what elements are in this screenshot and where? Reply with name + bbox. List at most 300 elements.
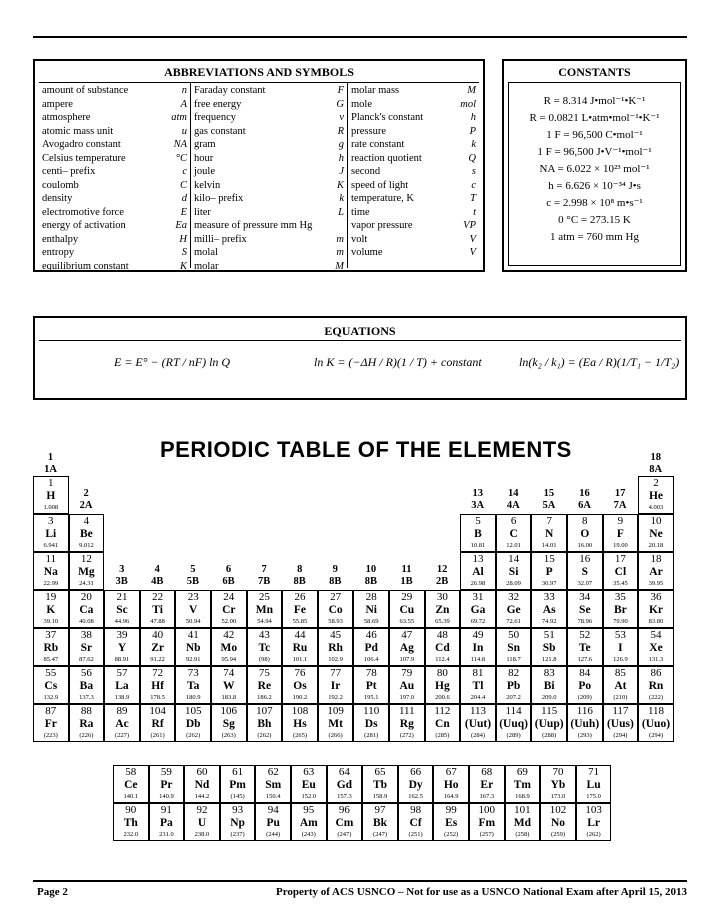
atomic-mass: 32.07	[577, 579, 593, 587]
element-cell	[247, 666, 283, 704]
element-cell	[540, 803, 576, 841]
element-symbol: Ar	[649, 566, 663, 578]
atomic-number: 6	[510, 515, 517, 527]
atomic-number: 87	[45, 705, 57, 717]
abbreviation-row	[194, 84, 344, 98]
element-symbol: Cr	[222, 604, 236, 616]
abbreviation-term: amount of substance	[42, 85, 129, 96]
atomic-number: 55	[45, 667, 57, 679]
abbreviation-row	[351, 206, 476, 220]
atomic-number: 46	[365, 629, 377, 641]
abbreviation-row	[42, 206, 187, 220]
atomic-number: 62	[267, 766, 279, 778]
element-symbol: Cm	[335, 817, 354, 829]
atomic-mass: (288)	[542, 731, 557, 739]
atomic-mass: 91.22	[150, 655, 165, 663]
element-cell	[69, 628, 105, 666]
atomic-number: 81	[472, 667, 484, 679]
element-symbol: Ca	[79, 604, 94, 616]
element-cell	[496, 552, 532, 590]
element-cell	[425, 628, 461, 666]
abbreviation-row	[351, 246, 476, 260]
element-cell	[567, 628, 603, 666]
abbreviation-row	[42, 219, 187, 233]
top-rule	[33, 36, 687, 38]
abbreviation-term: Avogadro constant	[42, 139, 121, 150]
atomic-mass: 175.0	[586, 792, 601, 800]
abbreviation-symbol: A	[180, 98, 187, 110]
atomic-number: 110	[363, 705, 380, 717]
atomic-mass: (210)	[613, 693, 628, 701]
element-cell	[149, 765, 185, 803]
element-symbol: Po	[578, 680, 592, 692]
element-symbol: U	[197, 817, 207, 829]
element-cell	[576, 803, 612, 841]
atomic-mass: 192.2	[328, 693, 343, 701]
atomic-number: 105	[184, 705, 202, 717]
atomic-mass: 74.92	[541, 617, 557, 625]
atomic-number: 58	[125, 766, 137, 778]
abbreviation-symbol: Ea	[175, 220, 187, 231]
abbreviations-col-2	[190, 83, 347, 272]
atomic-number: 24	[223, 591, 235, 603]
atomic-mass: 20.18	[648, 541, 664, 549]
atomic-number: 37	[45, 629, 57, 641]
abbreviation-row	[351, 233, 476, 247]
abbreviation-term: rate constant	[351, 139, 405, 150]
atomic-mass: (261)	[150, 731, 165, 739]
atomic-number: 28	[365, 591, 377, 603]
atomic-number: 115	[541, 705, 558, 717]
abbreviation-symbol: M	[335, 260, 344, 272]
atomic-mass: 79.90	[613, 617, 628, 625]
element-cell	[460, 590, 496, 628]
group-header: 16 6A	[578, 488, 591, 511]
element-symbol: Cl	[614, 566, 627, 578]
abbreviation-term: energy of activation	[42, 220, 126, 231]
element-cell	[460, 704, 496, 742]
atomic-number: 112	[434, 705, 451, 717]
abbreviation-term: Planck's constant	[351, 112, 424, 123]
abbreviation-symbol: E	[180, 206, 187, 218]
atomic-number: 88	[80, 705, 92, 717]
abbreviation-symbol: K	[336, 179, 344, 191]
atomic-mass: 101.1	[292, 655, 308, 663]
element-symbol: Cu	[399, 604, 415, 616]
atomic-number: 45	[330, 629, 342, 641]
atomic-mass: 186.2	[257, 693, 272, 701]
element-cell	[140, 666, 176, 704]
atomic-mass: 14.01	[541, 541, 557, 549]
element-symbol: Pd	[364, 642, 378, 654]
element-cell	[567, 666, 603, 704]
element-cell	[140, 590, 176, 628]
atomic-number: 77	[330, 667, 342, 679]
abbreviation-row	[194, 111, 344, 125]
abbreviation-row	[351, 165, 476, 179]
atomic-number: 99	[445, 804, 457, 816]
group-header: 15 5A	[542, 488, 556, 511]
atomic-number: 10	[650, 515, 662, 527]
abbreviation-term: temperature, K	[351, 193, 414, 204]
abbreviation-symbol: VP	[463, 220, 476, 231]
element-symbol: Th	[123, 817, 138, 829]
atomic-number: 43	[258, 629, 270, 641]
atomic-number: 15	[543, 553, 555, 565]
atomic-mass: 190.2	[292, 693, 308, 701]
element-cell	[353, 666, 389, 704]
element-cell	[353, 590, 389, 628]
constant-item: R = 8.314 J•mol⁻¹•K⁻¹	[543, 95, 646, 107]
abbreviation-term: frequency	[194, 112, 236, 123]
atomic-number: 1	[48, 477, 54, 489]
abbreviation-row	[42, 233, 187, 247]
element-cell	[69, 552, 105, 590]
atomic-number: 19	[45, 591, 57, 603]
element-cell	[425, 704, 461, 742]
element-symbol: Sc	[116, 604, 128, 616]
atomic-number: 96	[338, 804, 350, 816]
element-symbol: Lr	[587, 817, 600, 829]
abbreviation-term: atmosphere	[42, 112, 91, 123]
atomic-mass: 152.0	[301, 792, 317, 800]
atomic-number: 101	[514, 804, 531, 816]
element-cell	[460, 628, 496, 666]
element-cell	[638, 704, 674, 742]
element-symbol: F	[616, 528, 624, 540]
abbreviation-term: vapor pressure	[351, 220, 413, 231]
atomic-mass: (237)	[230, 830, 245, 838]
abbreviation-symbol: V	[469, 247, 476, 258]
abbreviation-row	[42, 165, 187, 179]
element-cell	[505, 803, 541, 841]
abbreviations-col-1	[39, 83, 190, 272]
abbreviations-col-3	[347, 83, 479, 268]
abbreviation-symbol: n	[181, 85, 187, 96]
element-cell	[362, 765, 398, 803]
atomic-number: 72	[152, 667, 164, 679]
atomic-number: 52	[579, 629, 591, 641]
element-symbol: No	[550, 817, 566, 829]
abbreviation-symbol	[340, 219, 344, 233]
element-cell	[291, 803, 327, 841]
atomic-number: 26	[294, 591, 306, 603]
element-symbol: Ir	[330, 680, 341, 692]
abbreviation-term: kilo– prefix	[194, 193, 244, 204]
equations-area	[39, 340, 681, 394]
abbreviation-row	[42, 125, 187, 139]
element-symbol: Ra	[79, 718, 94, 730]
element-symbol: Cn	[435, 718, 450, 730]
atomic-mass: (209)	[577, 693, 592, 701]
element-cell	[140, 628, 176, 666]
abbreviations-box	[33, 59, 485, 272]
atomic-number: 90	[125, 804, 137, 816]
atomic-mass: (247)	[337, 830, 352, 838]
element-cell	[33, 628, 69, 666]
atomic-number: 78	[365, 667, 377, 679]
atomic-number: 14	[508, 553, 520, 565]
element-symbol: As	[542, 604, 556, 616]
atomic-mass: 63.55	[399, 617, 415, 625]
atomic-mass: 85.47	[43, 655, 59, 663]
atomic-mass: 50.94	[185, 617, 201, 625]
element-cell	[567, 590, 603, 628]
group-header: 2 2A	[79, 488, 93, 511]
element-cell	[247, 628, 283, 666]
atomic-number: 95	[303, 804, 315, 816]
atomic-number: 73	[187, 667, 199, 679]
element-cell	[282, 704, 318, 742]
element-symbol: N	[545, 528, 554, 540]
atomic-number: 23	[187, 591, 199, 603]
atomic-mass: (257)	[479, 830, 494, 838]
abbreviation-term: centi– prefix	[42, 166, 96, 177]
atomic-number: 74	[223, 667, 235, 679]
abbreviation-row	[194, 206, 344, 220]
abbreviation-symbol: c	[182, 166, 187, 177]
abbreviation-term: density	[42, 193, 73, 204]
element-symbol: Pr	[160, 779, 173, 791]
element-symbol: Al	[472, 566, 484, 578]
atomic-number: 20	[80, 591, 92, 603]
atomic-mass: 107.9	[399, 655, 415, 663]
element-cell	[104, 704, 140, 742]
element-symbol: Ds	[364, 718, 378, 730]
abbreviation-term: mole	[351, 98, 372, 110]
element-symbol: Cf	[409, 817, 422, 829]
abbreviation-symbol: m	[336, 247, 344, 258]
atomic-number: 104	[149, 705, 166, 717]
atomic-number: 38	[80, 629, 92, 641]
page-number: Page 2	[37, 886, 68, 898]
element-cell	[460, 552, 496, 590]
atomic-mass: 140.9	[159, 792, 174, 800]
abbreviation-term: joule	[194, 166, 215, 177]
element-symbol: Ni	[365, 604, 377, 616]
atomic-number: 33	[543, 591, 555, 603]
element-symbol: Mo	[220, 642, 238, 654]
constant-item: h = 6.626 × 10⁻³⁴ J•s	[548, 180, 641, 192]
element-symbol: At	[614, 680, 627, 692]
atomic-mass: (289)	[506, 731, 521, 739]
atomic-number: 7	[546, 515, 552, 527]
element-cell	[425, 666, 461, 704]
element-symbol: Fr	[44, 718, 57, 730]
atomic-mass: 118.7	[506, 655, 521, 663]
atomic-number: 61	[232, 766, 244, 778]
atomic-mass: 150.4	[265, 792, 281, 800]
arrhenius-equation: ln(k₂ / k₁) = (Ea / R)(1/T₁ − 1/T₂)	[519, 355, 680, 369]
atomic-mass: (226)	[79, 731, 94, 739]
element-symbol: Kr	[648, 604, 664, 616]
element-symbol: Ne	[649, 528, 663, 540]
element-symbol: V	[189, 604, 198, 616]
element-cell	[398, 803, 434, 841]
element-symbol: In	[472, 642, 484, 654]
element-symbol: Sb	[542, 642, 556, 654]
abbreviation-term: enthalpy	[42, 233, 79, 245]
atomic-number: 68	[481, 766, 493, 778]
atomic-mass: 131.3	[648, 655, 664, 663]
atomic-number: 9	[617, 515, 624, 527]
atomic-number: 108	[291, 705, 309, 717]
element-cell	[353, 628, 389, 666]
abbreviation-term: free energy	[194, 98, 242, 110]
atomic-mass: (294)	[648, 731, 664, 739]
atomic-number: 80	[436, 667, 448, 679]
abbreviation-term: speed of light	[351, 179, 409, 191]
element-cell	[353, 704, 389, 742]
element-symbol: Mn	[255, 604, 274, 616]
atomic-mass: 121.8	[541, 655, 557, 663]
atomic-number: 51	[543, 629, 555, 641]
atomic-number: 94	[267, 804, 279, 816]
abbreviation-term: Celsius temperature	[42, 152, 126, 164]
element-cell	[282, 590, 318, 628]
atomic-number: 89	[116, 705, 128, 717]
constant-item: c = 2.998 × 10⁸ m•s⁻¹	[546, 197, 643, 209]
atomic-mass: (227)	[114, 731, 130, 739]
abbreviation-row	[194, 246, 344, 260]
atomic-mass: (98)	[258, 655, 270, 663]
atomic-mass: 173.0	[550, 792, 566, 800]
abbreviation-term: coulomb	[42, 179, 79, 191]
element-cell	[175, 704, 211, 742]
atomic-mass: 72.61	[506, 617, 521, 625]
element-symbol: Bi	[543, 680, 555, 692]
abbreviation-term: measure of pressure mm Hg	[194, 220, 313, 231]
atomic-number: 70	[552, 766, 564, 778]
footer-notice: Property of ACS USNCO – Not for use as a USNCO National Exam after April 15, 2013	[276, 886, 687, 898]
abbreviation-row	[351, 111, 476, 125]
abbreviations-columns	[39, 82, 479, 272]
atomic-number: 66	[410, 766, 422, 778]
abbreviation-symbol: K	[179, 260, 187, 272]
element-symbol: Bk	[372, 817, 388, 829]
atomic-number: 85	[614, 667, 626, 679]
abbreviation-symbol: Q	[468, 152, 476, 164]
atomic-number: 40	[152, 629, 164, 641]
abbreviation-row	[194, 152, 344, 166]
element-symbol: Zr	[151, 642, 164, 654]
element-cell	[460, 666, 496, 704]
element-cell	[603, 628, 639, 666]
group-header: 17 7A	[613, 488, 627, 511]
atomic-number: 8	[582, 515, 588, 527]
atomic-number: 54	[650, 629, 662, 641]
element-cell	[425, 590, 461, 628]
atomic-number: 117	[612, 705, 629, 717]
element-symbol: Ga	[470, 604, 486, 616]
atomic-mass: 167.3	[479, 792, 495, 800]
abbreviation-row	[194, 192, 344, 206]
element-cell	[531, 628, 567, 666]
atomic-number: 59	[160, 766, 172, 778]
element-cell	[460, 514, 496, 552]
element-symbol: Fm	[478, 817, 496, 829]
element-symbol: Y	[117, 642, 127, 654]
abbreviation-row	[194, 179, 344, 193]
element-cell	[291, 765, 327, 803]
atomic-mass: (258)	[515, 830, 530, 838]
element-symbol: C	[509, 528, 518, 540]
abbreviation-row	[42, 152, 187, 166]
atomic-mass: 19.00	[613, 541, 628, 549]
element-cell	[505, 765, 541, 803]
element-cell	[69, 590, 105, 628]
element-symbol: K	[46, 604, 56, 616]
atomic-number: 97	[374, 804, 386, 816]
abbreviation-symbol: G	[336, 98, 344, 110]
element-symbol: Sm	[265, 779, 282, 791]
abbreviation-row	[351, 138, 476, 152]
constants-list	[508, 82, 681, 266]
atomic-mass: 83.80	[648, 617, 664, 625]
element-cell	[69, 514, 105, 552]
element-cell	[540, 765, 576, 803]
element-symbol: Db	[185, 718, 201, 730]
abbreviation-term: kelvin	[194, 179, 221, 191]
atomic-mass: 158.9	[372, 792, 388, 800]
element-cell	[603, 590, 639, 628]
atomic-number: 17	[614, 553, 626, 565]
atomic-mass: 207.2	[506, 693, 521, 701]
group-header: 18 8A	[649, 452, 663, 475]
element-symbol: Rh	[328, 642, 343, 654]
element-symbol: S	[581, 566, 588, 578]
atomic-mass: (222)	[648, 693, 664, 701]
abbreviation-row	[194, 233, 344, 247]
group-header: 1 1A	[44, 452, 57, 475]
atomic-number: 31	[472, 591, 484, 603]
element-cell	[149, 803, 185, 841]
atomic-number: 111	[398, 705, 415, 717]
element-symbol: Os	[293, 680, 307, 692]
atomic-mass: (262)	[586, 830, 601, 838]
atomic-mass: 52.00	[221, 617, 237, 625]
abbreviation-row	[351, 179, 476, 193]
atomic-number: 65	[374, 766, 386, 778]
atomic-mass: 164.9	[443, 792, 459, 800]
element-symbol: Te	[578, 642, 591, 654]
abbreviation-symbol: V	[469, 233, 476, 245]
atomic-number: 92	[196, 804, 208, 816]
element-cell	[318, 704, 354, 742]
abbreviation-symbol: d	[181, 193, 187, 204]
abbreviation-symbol: T	[470, 193, 476, 204]
atomic-number: 22	[152, 591, 164, 603]
element-symbol: (Uut)	[464, 718, 492, 730]
element-symbol: Gd	[336, 779, 353, 791]
atomic-mass: 6.941	[43, 541, 59, 549]
element-symbol: O	[580, 528, 590, 540]
element-symbol: Ba	[79, 680, 94, 692]
atomic-number: 35	[614, 591, 626, 603]
element-cell	[318, 590, 354, 628]
abbreviation-term: reaction quotient	[351, 152, 422, 164]
atomic-mass: 40.08	[79, 617, 94, 625]
atomic-mass: 10.81	[470, 541, 486, 549]
atomic-mass: 24.31	[79, 579, 94, 587]
atomic-number: 36	[650, 591, 662, 603]
element-symbol: (Uuh)	[570, 718, 600, 730]
abbreviation-row	[351, 192, 476, 206]
atomic-number: 103	[585, 804, 602, 816]
atomic-mass: 39.10	[43, 617, 59, 625]
element-symbol: Au	[399, 680, 415, 692]
atomic-number: 106	[220, 705, 238, 717]
